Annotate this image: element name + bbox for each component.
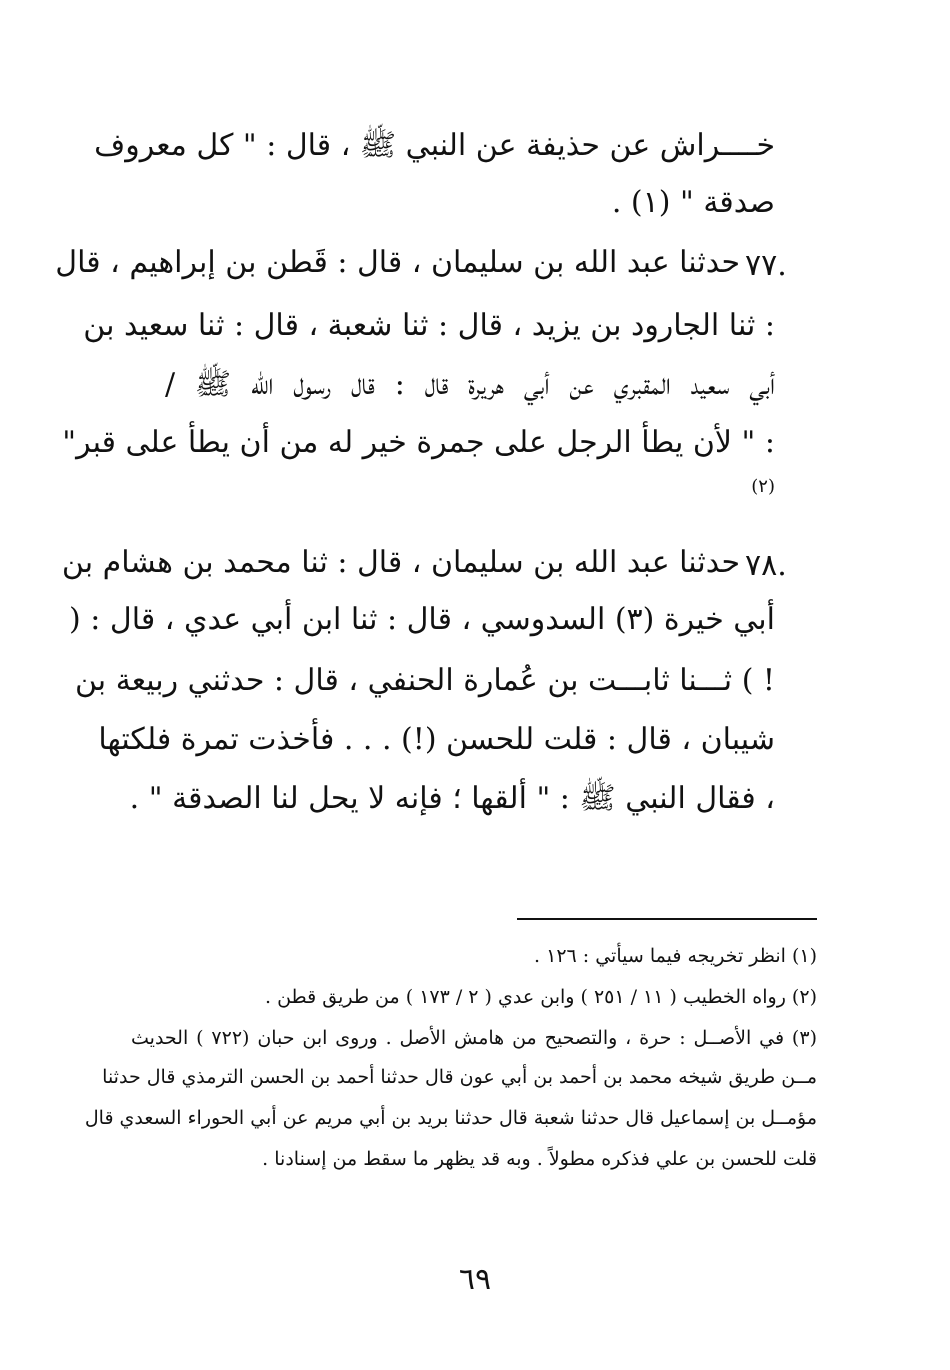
- text-line: : " لأن يطأ الرجل على جمرة خير له من أن يطأ على قبر": [62, 425, 775, 460]
- footnote: قلت للحسن بن علي فذكره مطولاً . وبه قد يظهر ما سقط من إسنادنا .: [262, 1148, 817, 1170]
- footnote: (١) انظر تخريجه فيما سيأتي : ١٢٦ .: [534, 945, 817, 967]
- text-line: حدثنا عبد الله بن سليمان ، قال : قَطن بن إبراهيم ، قال: [55, 245, 740, 280]
- footnote: مؤمــل بن إسماعيل قال حدثنا شعبة قال حدثنا بريد بن أبي مريم عن أبي الحوراء السعدي قال: [84, 1107, 817, 1129]
- hadith-number: ٧٨.: [745, 548, 787, 583]
- text-line: : ثنا الجارود بن يزيد ، قال : ثنا شعبة ، قال : ثنا سعيد بن: [83, 308, 775, 343]
- text-line: أبي خيرة (٣) السدوسي ، قال : ثنا ابن أبي عدي ، قال : (: [69, 602, 775, 637]
- text-line: صدقة " (١) .: [611, 185, 775, 220]
- text-line: شيبان ، قال : قلت للحسن (!) . . . فأخذت تمرة فلكتها: [98, 722, 775, 757]
- text-line: ، فقال النبي ﷺ : " ألقها ؛ فإنه لا يحل لنا الصدقة " .: [129, 781, 775, 816]
- page-number: ٦٩: [458, 1262, 492, 1297]
- text-line: خــــراش عن حذيفة عن النبي ﷺ ، قال : " كل معروف: [94, 128, 775, 163]
- text-line: ! ) ثـــنا ثابـــت بن عُمارة الحنفي ، قال : حدثني ربيعة بن: [74, 663, 775, 698]
- text-line: أبي سعيد المقبري عن أبي هريرة قال : قال رسول الله ﷺ /: [165, 367, 775, 402]
- text-line: حدثنا عبد الله بن سليمان ، قال : ثنا محمد بن هشام بن: [61, 545, 740, 580]
- footnote: (٢) رواه الخطيب ( ١١ / ٢٥١ ) وابن عدي ( ٢ / ١٧٣ ) من طريق قطن .: [265, 986, 817, 1008]
- footnote: مــن طريق شيخه محمد بن أحمد بن أبي عون قال حدثنا أحمد بن الحسن الترمذي قال حدثنا: [102, 1066, 817, 1088]
- footnote-divider: [517, 918, 817, 920]
- footnote-marker: (٢): [751, 476, 775, 497]
- hadith-number: ٧٧.: [745, 248, 787, 283]
- footnote: (٣) في الأصــل : حرة ، والتصحيح من هامش الأصل . وروى ابن حبان (٧٢٢ ) الحديث: [131, 1027, 817, 1049]
